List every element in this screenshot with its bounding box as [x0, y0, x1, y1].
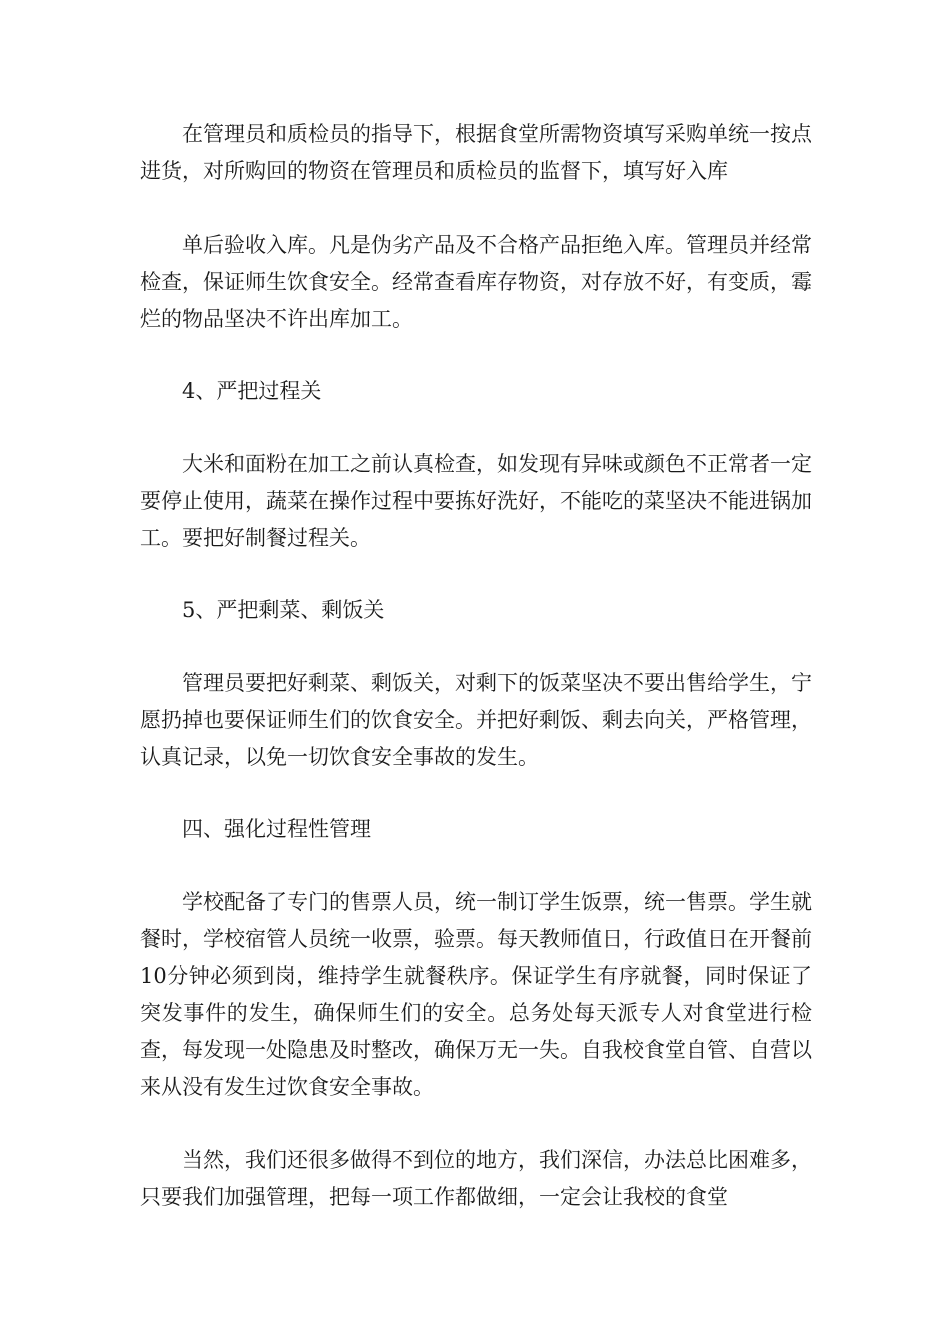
heading-leftovers-control: 5、严把剩菜、剩饭关 [182, 598, 385, 622]
paragraph-process-management: 学校配备了专门的售票人员，统一制订学生饭票，统一售票。学生就餐时，学校宿管人员统一收票，验票。每天教师值日，行政值日在开餐前10分钟必须到岗，维持学生就餐秩序。保证学生有序就餐，同时保证了突发事件的发生，确保师生们的安全。总务处每天派专人对食堂进行检查，每发现一处隐患及时整改，确保万无一失。自我校食堂自管、自营以来从没有发生过饮食安全事故。 [140, 890, 812, 1099]
paragraph-leftovers-control: 管理员要把好剩菜、剩饭关，对剩下的饭菜坚决不要出售给学生，宁愿扔掉也要保证师生们的饮食安全。并把好剩饭、剩去向关，严格管理，认真记录，以免一切饮食安全事故的发生。 [140, 671, 812, 769]
paragraph-process-control: 大米和面粉在加工之前认真检查，如发现有异味或颜色不正常者一定要停止使用，蔬菜在操作过程中要拣好洗好，不能吃的菜坚决不能进锅加工。要把好制餐过程关。 [140, 452, 812, 550]
heading-process-control: 4、严把过程关 [182, 379, 322, 403]
paragraph-procurement-intro: 在管理员和质检员的指导下，根据食堂所需物资填写采购单统一按点进货，对所购回的物资在管理员和质检员的监督下，填写好入库 [140, 122, 812, 183]
heading-process-management: 四、强化过程性管理 [182, 817, 371, 841]
paragraph-warehouse-inspection: 单后验收入库。凡是伪劣产品及不合格产品拒绝入库。管理员并经常检查，保证师生饮食安全。经常查看库存物资，对存放不好，有变质，霉烂的物品坚决不许出库加工。 [140, 233, 812, 331]
paragraph-conclusion: 当然，我们还很多做得不到位的地方，我们深信，办法总比困难多，只要我们加强管理，把每一项工作都做细，一定会让我校的食堂 [140, 1148, 812, 1209]
